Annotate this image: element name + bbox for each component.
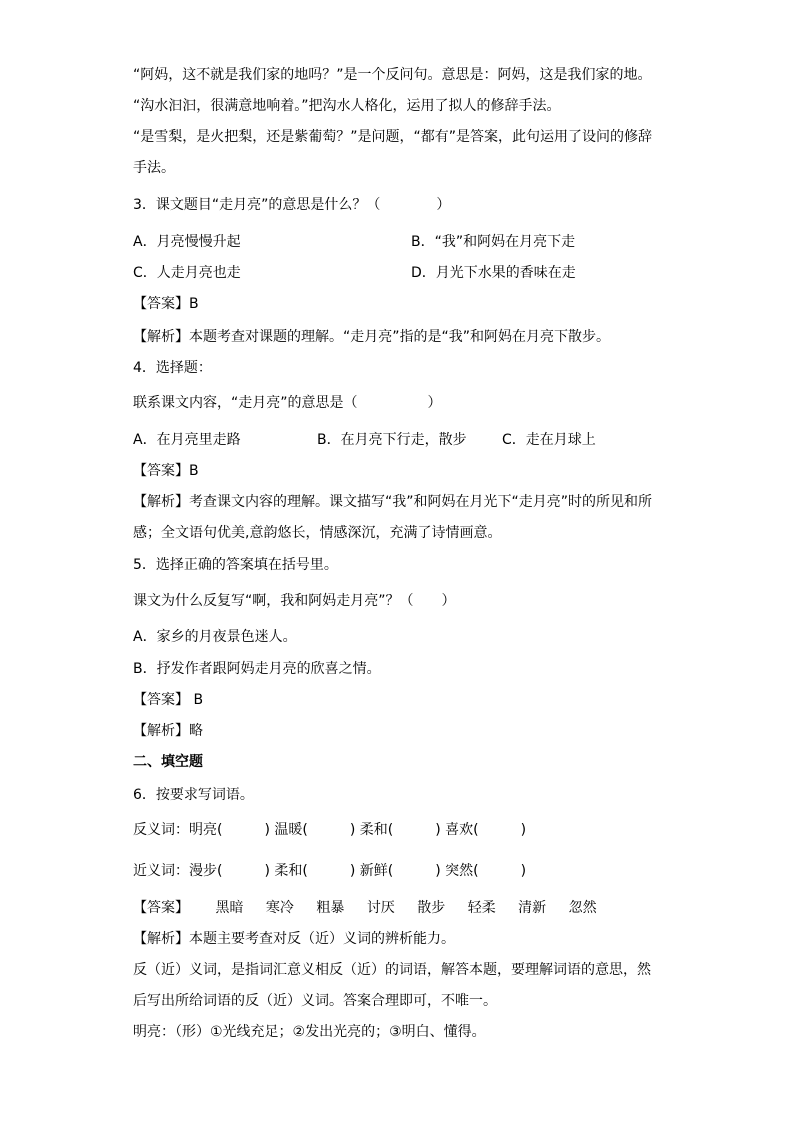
- q4-option-b: B．在月亮下行走，散步: [317, 432, 467, 448]
- q6-synonyms: 近义词：漫步( ) 柔和( ) 新鲜( ) 突然( ): [133, 863, 527, 879]
- q5-option-b: B．抒发作者跟阿妈走月亮的欣喜之情。: [133, 661, 381, 677]
- q6-explanation-2: 后写出所给词语的反（近）义词。答案合理即可，不唯一。: [133, 993, 497, 1009]
- intro-line-1: “阿妈，这不就是我们家的地吗？”是一个反问句。意思是：阿妈，这是我们家的地。: [133, 67, 652, 83]
- q4-analysis-2: 感；全文语句优美,意韵悠长，情感深沉，充满了诗情画意。: [133, 525, 502, 541]
- q3-analysis: 【解析】本题考查对课题的理解。“走月亮”指的是“我”和阿妈在月亮下散步。: [133, 329, 611, 345]
- q4-answer: 【答案】B: [133, 463, 199, 479]
- q3-answer: 【答案】B: [133, 296, 199, 312]
- q6-answer-word: 黑暗: [215, 900, 244, 916]
- q6-answer-label: 【答案】: [133, 900, 189, 916]
- section-title-fill-in: 二、填空题: [133, 754, 203, 770]
- q4-analysis-1: 【解析】考查课文内容的理解。课文描写“我”和阿妈在月光下“走月亮”时的所见和所: [133, 494, 653, 510]
- q6-answer-word: 寒冷: [265, 900, 294, 916]
- q5-sub: 课文为什么反复写“啊，我和阿妈走月亮”？（ ）: [133, 593, 456, 609]
- q3-option-b: B．“我”和阿妈在月亮下走: [411, 234, 576, 250]
- q6-answer-word: 散步: [417, 900, 446, 916]
- intro-line-3: “是雪梨，是火把梨，还是紫葡萄？”是问题，“都有”是答案，此句运用了设问的修辞: [133, 129, 653, 145]
- q5-option-a: A．家乡的月夜景色迷人。: [133, 629, 297, 645]
- q6-analysis: 【解析】本题主要考查对反（近）义词的辨析能力。: [133, 931, 455, 947]
- q3-stem: 3．课文题目“走月亮”的意思是什么？（ ）: [133, 197, 451, 213]
- q3-option-a: A．月亮慢慢升起: [133, 234, 241, 250]
- q6-stem: 6．按要求写词语。: [133, 787, 254, 803]
- q6-answer-word: 轻柔: [467, 900, 496, 916]
- q3-option-d: D．月光下水果的香味在走: [411, 265, 576, 281]
- q6-answer-word: 粗暴: [316, 900, 345, 916]
- q6-answer-word: 忽然: [568, 900, 597, 916]
- q6-antonyms: 反义词：明亮( ) 温暖( ) 柔和( ) 喜欢( ): [133, 822, 527, 838]
- q3-option-c: C．人走月亮也走: [133, 265, 241, 281]
- q4-option-c: C．走在月球上: [502, 432, 596, 448]
- q6-answer-word: 清新: [518, 900, 547, 916]
- q6-answer-word: 讨厌: [366, 900, 395, 916]
- q6-explanation-1: 反（近）义词，是指词汇意义相反（近）的词语，解答本题，要理解词语的意思，然: [133, 962, 651, 978]
- intro-line-2: “沟水汩汩，很满意地响着。”把沟水人格化，运用了拟人的修辞手法。: [133, 98, 561, 114]
- q6-answer-row: [133, 901, 615, 915]
- q5-stem: 5．选择正确的答案填在括号里。: [133, 557, 338, 573]
- q4-sub: 联系课文内容，“走月亮”的意思是（ ）: [133, 395, 442, 411]
- intro-line-4: 手法。: [133, 160, 175, 176]
- q6-definition-mingliang: 明亮：（形）①光线充足；②发出光亮的；③明白、懂得。: [133, 1024, 486, 1040]
- q5-analysis: 【解析】略: [133, 723, 203, 739]
- q4-option-a: A．在月亮里走路: [133, 432, 241, 448]
- q4-stem: 4．选择题：: [133, 360, 212, 376]
- q5-answer: 【答案】 B: [133, 692, 204, 708]
